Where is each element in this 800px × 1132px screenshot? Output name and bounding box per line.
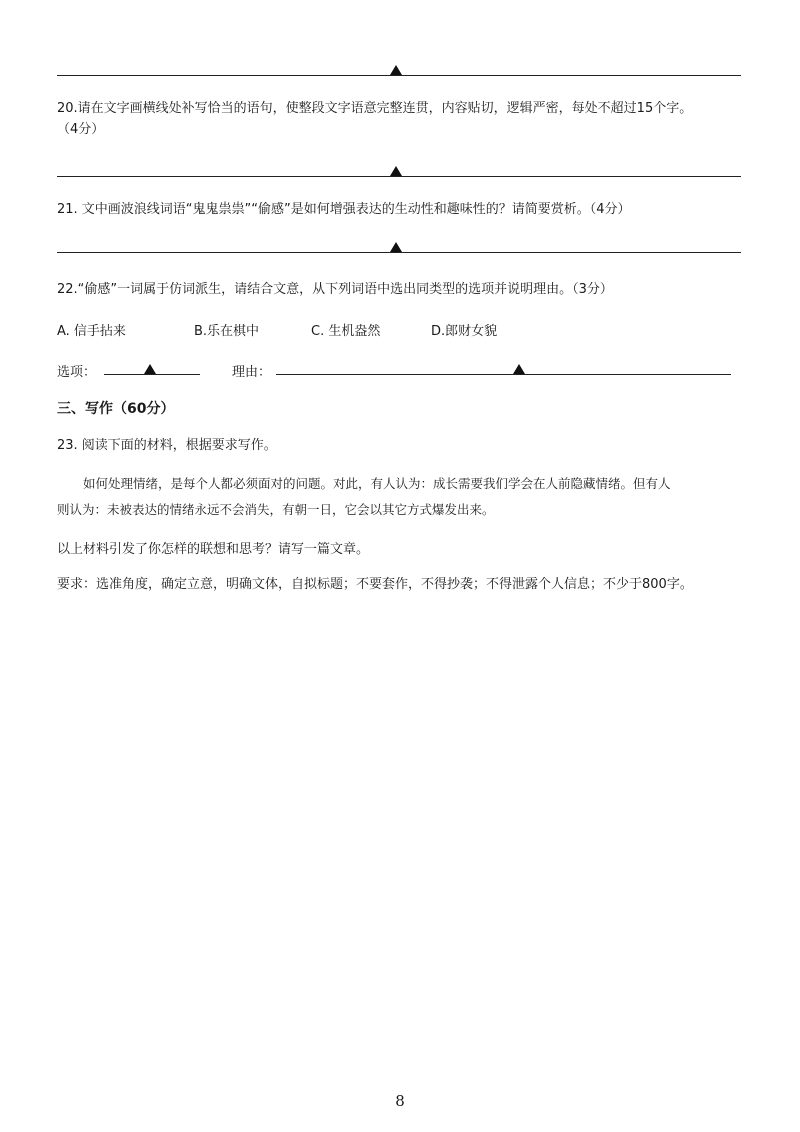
option-d: D.郎财女貌 <box>431 324 498 339</box>
question-20-text: 20.请在文字画横线处补写恰当的语句，使整段文字语意完整连贯，内容贴切，逻辑严密，每处不超过15个字。 <box>57 101 693 116</box>
answer-line-q20[interactable] <box>57 176 741 177</box>
option-c: C. 生机盎然 <box>311 324 381 339</box>
choice-answer-line[interactable] <box>104 374 200 375</box>
reflection-prompt: 以上材料引发了你怎样的联想和思考？请写一篇文章。 <box>57 542 370 557</box>
writing-requirements: 要求：选准角度，确定立意，明确文体，自拟标题；不要套作，不得抄袭；不得泄露个人信息；不少于800字。 <box>57 577 693 592</box>
answer-marker-triangle-icon <box>390 166 402 176</box>
answer-marker-triangle-icon <box>144 364 156 374</box>
answer-marker-triangle-icon <box>390 65 402 75</box>
answer-line-q21[interactable] <box>57 252 741 253</box>
page-number: 8 <box>395 1092 405 1110</box>
reason-label: 理由： <box>232 365 272 380</box>
material-paragraph <box>57 471 757 523</box>
answer-marker-triangle-icon <box>513 364 525 374</box>
question-22-text: 22.“偷感”一词属于仿词派生，请结合文意，从下列词语中选出同类型的选项并说明理由。（3分） <box>57 282 613 297</box>
section-title-writing: 三、写作（60分） <box>57 401 175 417</box>
option-b: B.乐在棋中 <box>194 324 260 339</box>
reason-answer-line[interactable] <box>276 374 731 375</box>
option-a: A. 信手拈来 <box>57 324 126 339</box>
choice-label: 选项： <box>57 365 97 380</box>
question-23-prompt: 23. 阅读下面的材料，根据要求写作。 <box>57 438 277 453</box>
question-20-score: （4分） <box>57 122 105 137</box>
material-line-1: 如何处理情绪，是每个人都必须面对的问题。对此，有人认为：成长需要我们学会在人前隐藏情绪。但有人 <box>83 476 671 491</box>
question-21-text: 21. 文中画波浪线词语“鬼鬼祟祟”“偷感”是如何增强表达的生动性和趣味性的？请简要赏析。（4分） <box>57 202 631 217</box>
answer-line-prev <box>57 75 741 76</box>
material-line-2: 则认为：未被表达的情绪永远不会消失，有朝一日，它会以其它方式爆发出来。 <box>57 502 495 517</box>
answer-marker-triangle-icon <box>390 242 402 252</box>
